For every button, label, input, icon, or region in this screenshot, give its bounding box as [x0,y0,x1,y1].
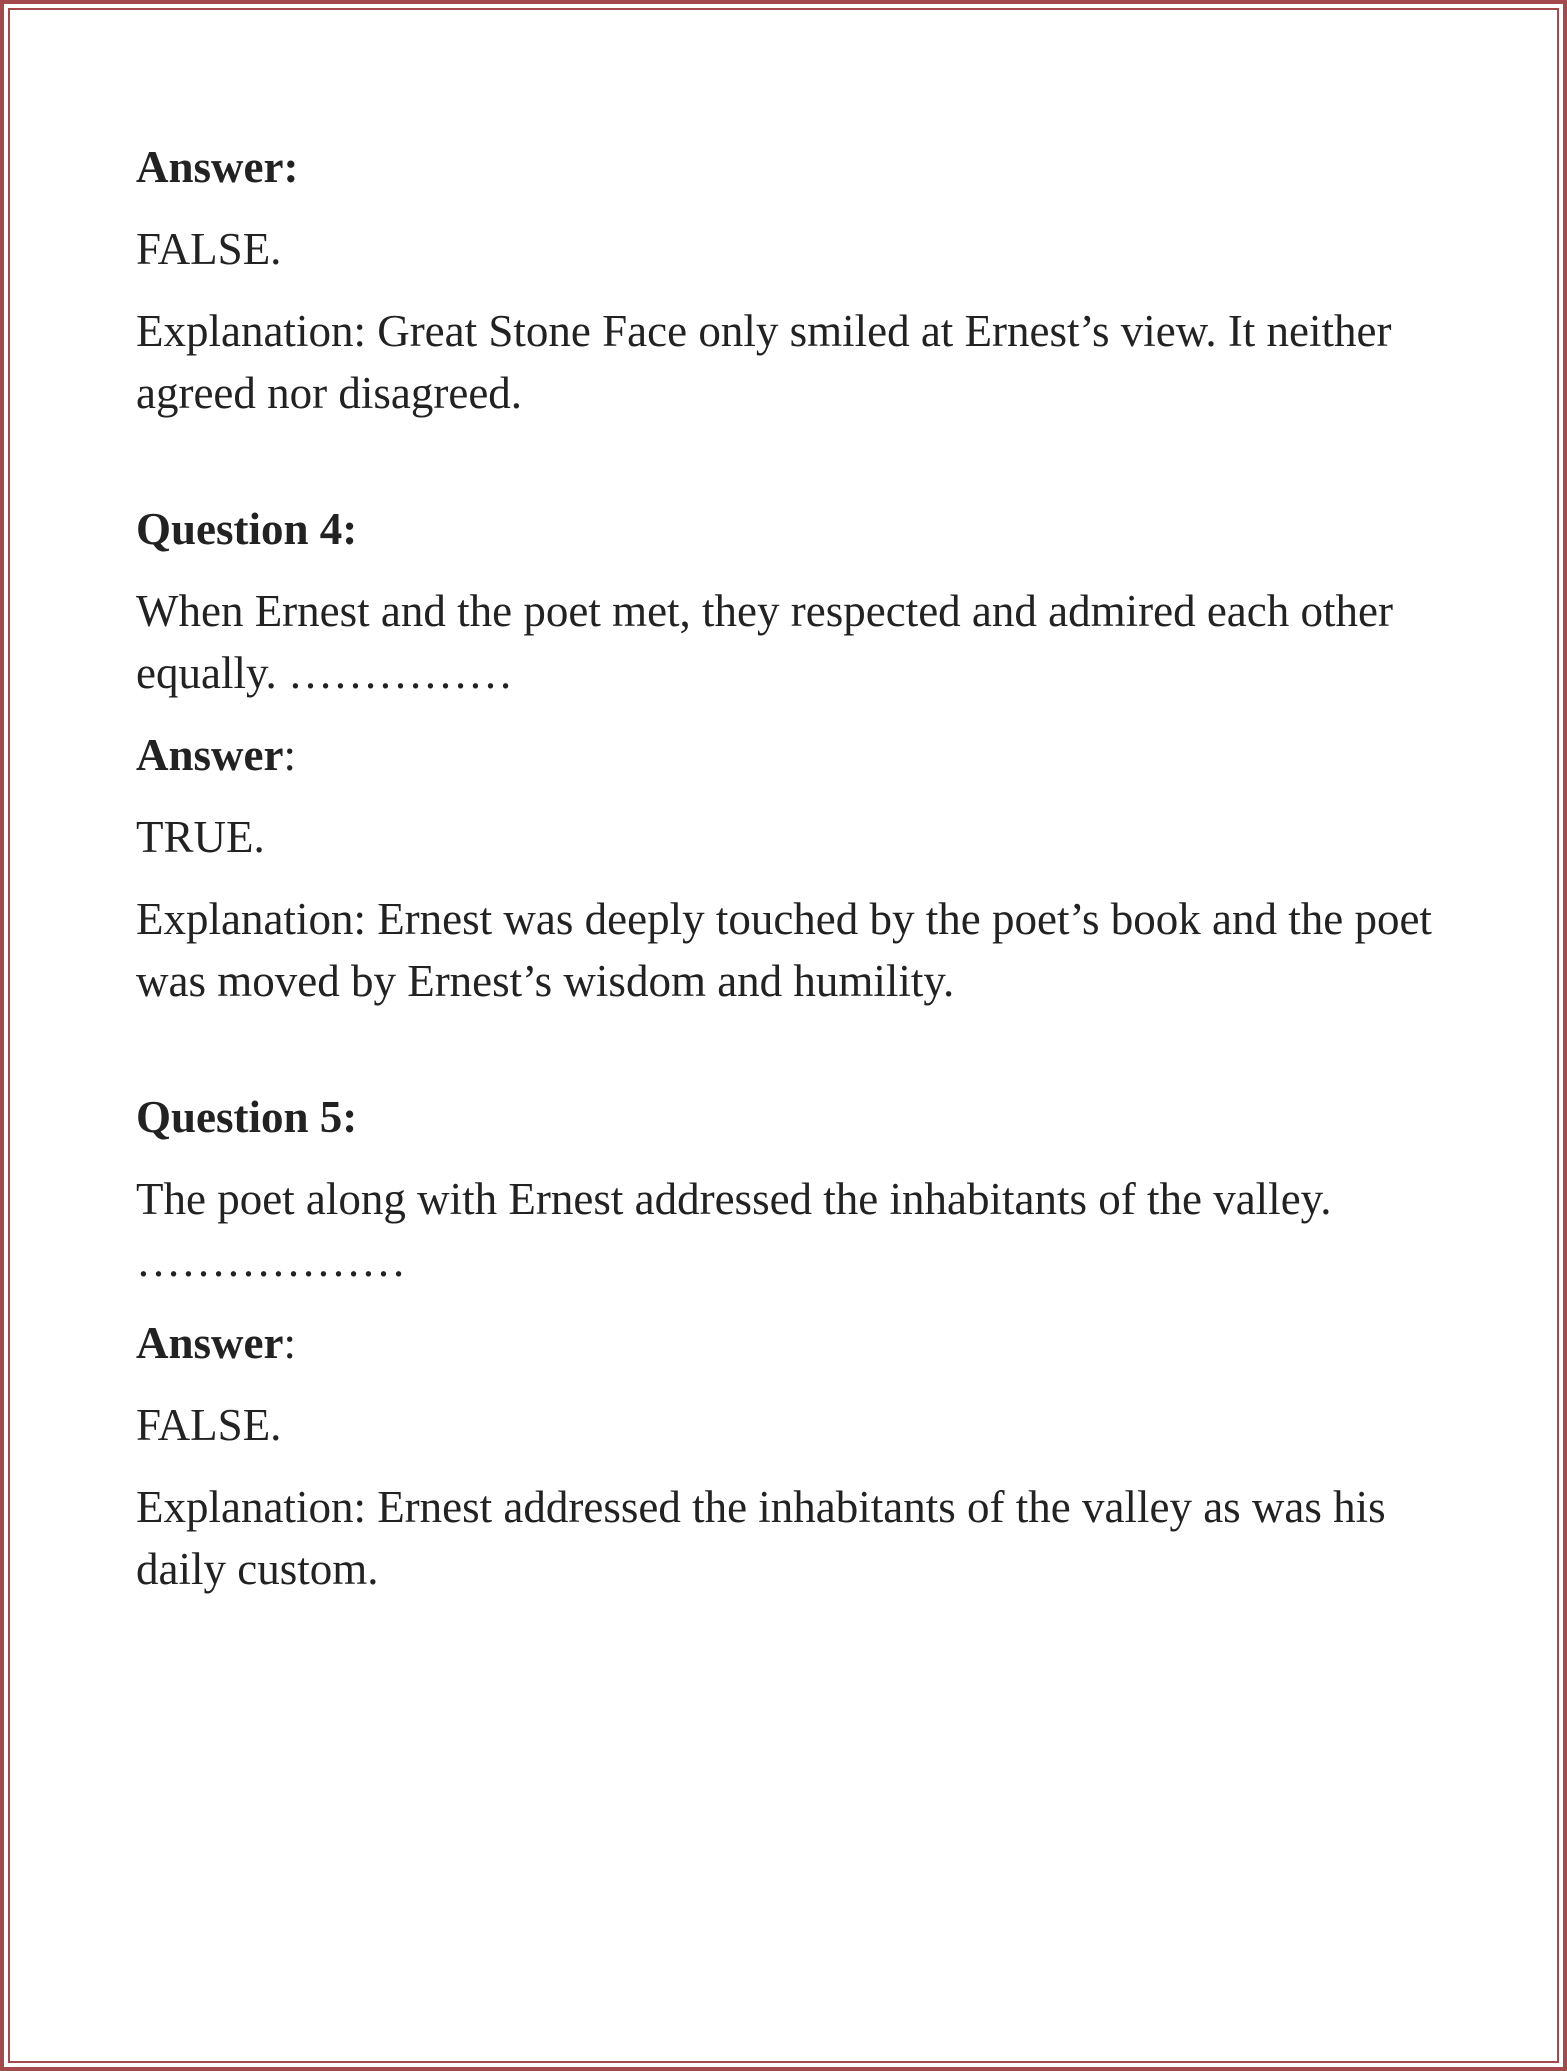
explanation-4-text: Explanation: Ernest was deeply touched by the poet’s book and the poet was moved by Ernest’s wisdom and humility. [136,894,1432,1006]
answer-5-value: FALSE. [136,1400,282,1450]
question-4-label: Question 4: [136,504,358,554]
answer-colon: : [283,730,296,780]
explanation-5-text: Explanation: Ernest addressed the inhabitants of the valley as was his daily custom. [136,1482,1386,1594]
answer-value: FALSE. [136,224,282,274]
question-5-label: Question 5: [136,1092,358,1142]
answer-4-label-line [136,724,1466,786]
answer-label: Answer [136,1318,284,1368]
answer-label: Answer [136,730,284,780]
answer-label: Answer: [136,142,299,192]
question-5-text: The poet along with Ernest addressed the inhabitants of the valley. ……………… [136,1174,1332,1286]
document-body [136,136,1466,1600]
explanation-text: Explanation: Great Stone Face only smiled at Ernest’s view. It neither agreed nor disagreed. [136,306,1392,418]
answer-5-label-line [136,1312,1466,1374]
answer-colon: : [283,1318,296,1368]
question-4-text: When Ernest and the poet met, they respected and admired each other equally. …………… [136,586,1393,698]
page-inner-border [8,8,1559,2063]
answer-4-value: TRUE. [136,812,265,862]
